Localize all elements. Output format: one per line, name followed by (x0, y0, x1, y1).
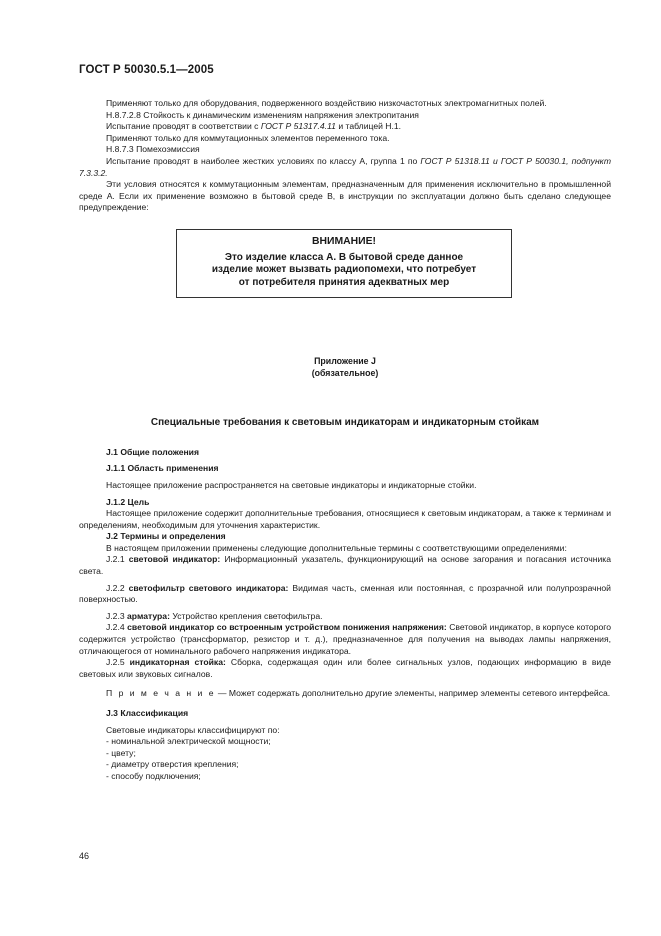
text-run: и таблицей Н.1. (335, 121, 402, 132)
paragraph: Эти условия относятся к коммутационным элементам, предназначенным для применения исключительно в промышленной среде А. Если их применение возможно в бытовой среде В, в инструкции по эксплуатации должно быть сделано следующее предупреждение: (79, 179, 611, 213)
term-number: J.2.4 (106, 622, 128, 633)
term: световой индикатор со встроенным устройством понижения напряжения: (127, 622, 447, 633)
paragraph (79, 121, 611, 133)
text-run: Испытание проводят в наиболее жестких условиях по классу А, группа 1 по (106, 155, 421, 166)
list-item: - номинальной электрической мощности; (106, 736, 271, 747)
term-number: J.2.5 (106, 657, 130, 668)
warning-line: изделие может вызвать радиопомехи, что потребует (211, 264, 477, 276)
warning-line: Это изделие класса А. В бытовой среде данное (224, 251, 464, 263)
list-item: - способу подключения; (106, 770, 201, 781)
annex-label: Приложение J (314, 355, 376, 366)
list-item: - диаметру отверстия крепления; (106, 759, 239, 770)
definition: Световой индикатор, в корпусе которого содержится устройство (трансформатор, резистор и т. д.), предназначенное для получения на выводах лампы напряжения, отличающегося от номинального рабочего напряжения индикатора. (79, 622, 611, 656)
subsection-heading: J.1.2 Цель (106, 496, 150, 507)
text-run: Испытание проводят в соответствии с (106, 121, 261, 132)
paragraph: Применяют только для оборудования, подверженного воздействию низкочастотных электромагнитных полей. (106, 98, 547, 108)
term-number: J.2.2 (106, 582, 129, 593)
paragraph: Световые индикаторы классифицируют по: (106, 724, 280, 735)
term-number: J.2.3 (106, 610, 128, 621)
clause-heading: Н.8.7.3 Помехоэмиссия (106, 144, 200, 155)
term-definition (79, 611, 611, 623)
definition: Сборка, содержащая один или более сигнальных узлов, подающих информацию в виде световых или звуковых сигналов. (79, 657, 611, 679)
term-definition (79, 657, 611, 680)
term-definition (79, 622, 611, 657)
page-number: 46 (79, 851, 90, 861)
warning-title: ВНИМАНИЕ! (312, 235, 376, 247)
note-text: — Может содержать дополнительно другие элементы, например элементы сетевого интерфейса. (215, 688, 611, 699)
paragraph: Настоящее приложение содержит дополнительные требования, относящиеся к световым индикаторам, а также к терминам и определениям, необходимым для уточнения характеристик. (79, 508, 611, 530)
definition: Видимая часть, сменная или постоянная, с прозрачной или полупрозрачной поверхностью. (79, 582, 611, 605)
term-definition (79, 583, 611, 606)
note (79, 688, 611, 700)
subsection-heading: J.1.1 Область применения (106, 463, 219, 474)
paragraph: Настоящее приложение распространяется на световые индикаторы и индикаторные стойки. (106, 479, 477, 490)
section-heading: J.1 Общие положения (106, 446, 199, 457)
definition: Устройство крепления светофильтра. (169, 610, 323, 621)
page-content (79, 98, 611, 783)
note-label: П р и м е ч а н и е (106, 688, 216, 699)
warning-line: от потребителя принятия адекватных мер (238, 276, 450, 288)
term: индикаторная стойка: (129, 657, 226, 668)
paragraph (79, 156, 611, 179)
term: арматура: (127, 610, 170, 621)
term: световой индикатор: (128, 554, 221, 565)
clause-heading: Н.8.7.2.8 Стойкость к динамическим изменениям напряжения электропитания (106, 109, 419, 120)
term: светофильтр светового индикатора: (128, 582, 289, 593)
standard-reference: ГОСТ Р 51317.4.11 (260, 121, 336, 132)
term-definition (79, 554, 611, 577)
paragraph: Применяют только для коммутационных элементов переменного тока. (106, 132, 390, 143)
section-heading: J.2 Термины и определения (106, 531, 226, 542)
warning-box (176, 229, 512, 298)
section-heading: J.3 Классификация (106, 708, 189, 718)
annex-status: (обязательное) (311, 367, 379, 378)
definition: Информационный указатель, функционирующий на основе загорания и погасания источника света. (79, 554, 611, 577)
list-item: - цвету; (106, 747, 136, 758)
document-number-header: ГОСТ Р 50030.5.1—2005 (79, 64, 214, 76)
paragraph: В настоящем приложении применены следующие дополнительные термины с соответствующими определениями: (106, 542, 567, 553)
term-number: J.2.1 (106, 554, 129, 565)
standard-reference: ГОСТ Р 51318.11 и ГОСТ Р 50030.1, подпункт 7.3.3.2. (79, 155, 611, 178)
annex-title: Специальные требования к световым индикаторам и индикаторным стойкам (150, 417, 540, 429)
